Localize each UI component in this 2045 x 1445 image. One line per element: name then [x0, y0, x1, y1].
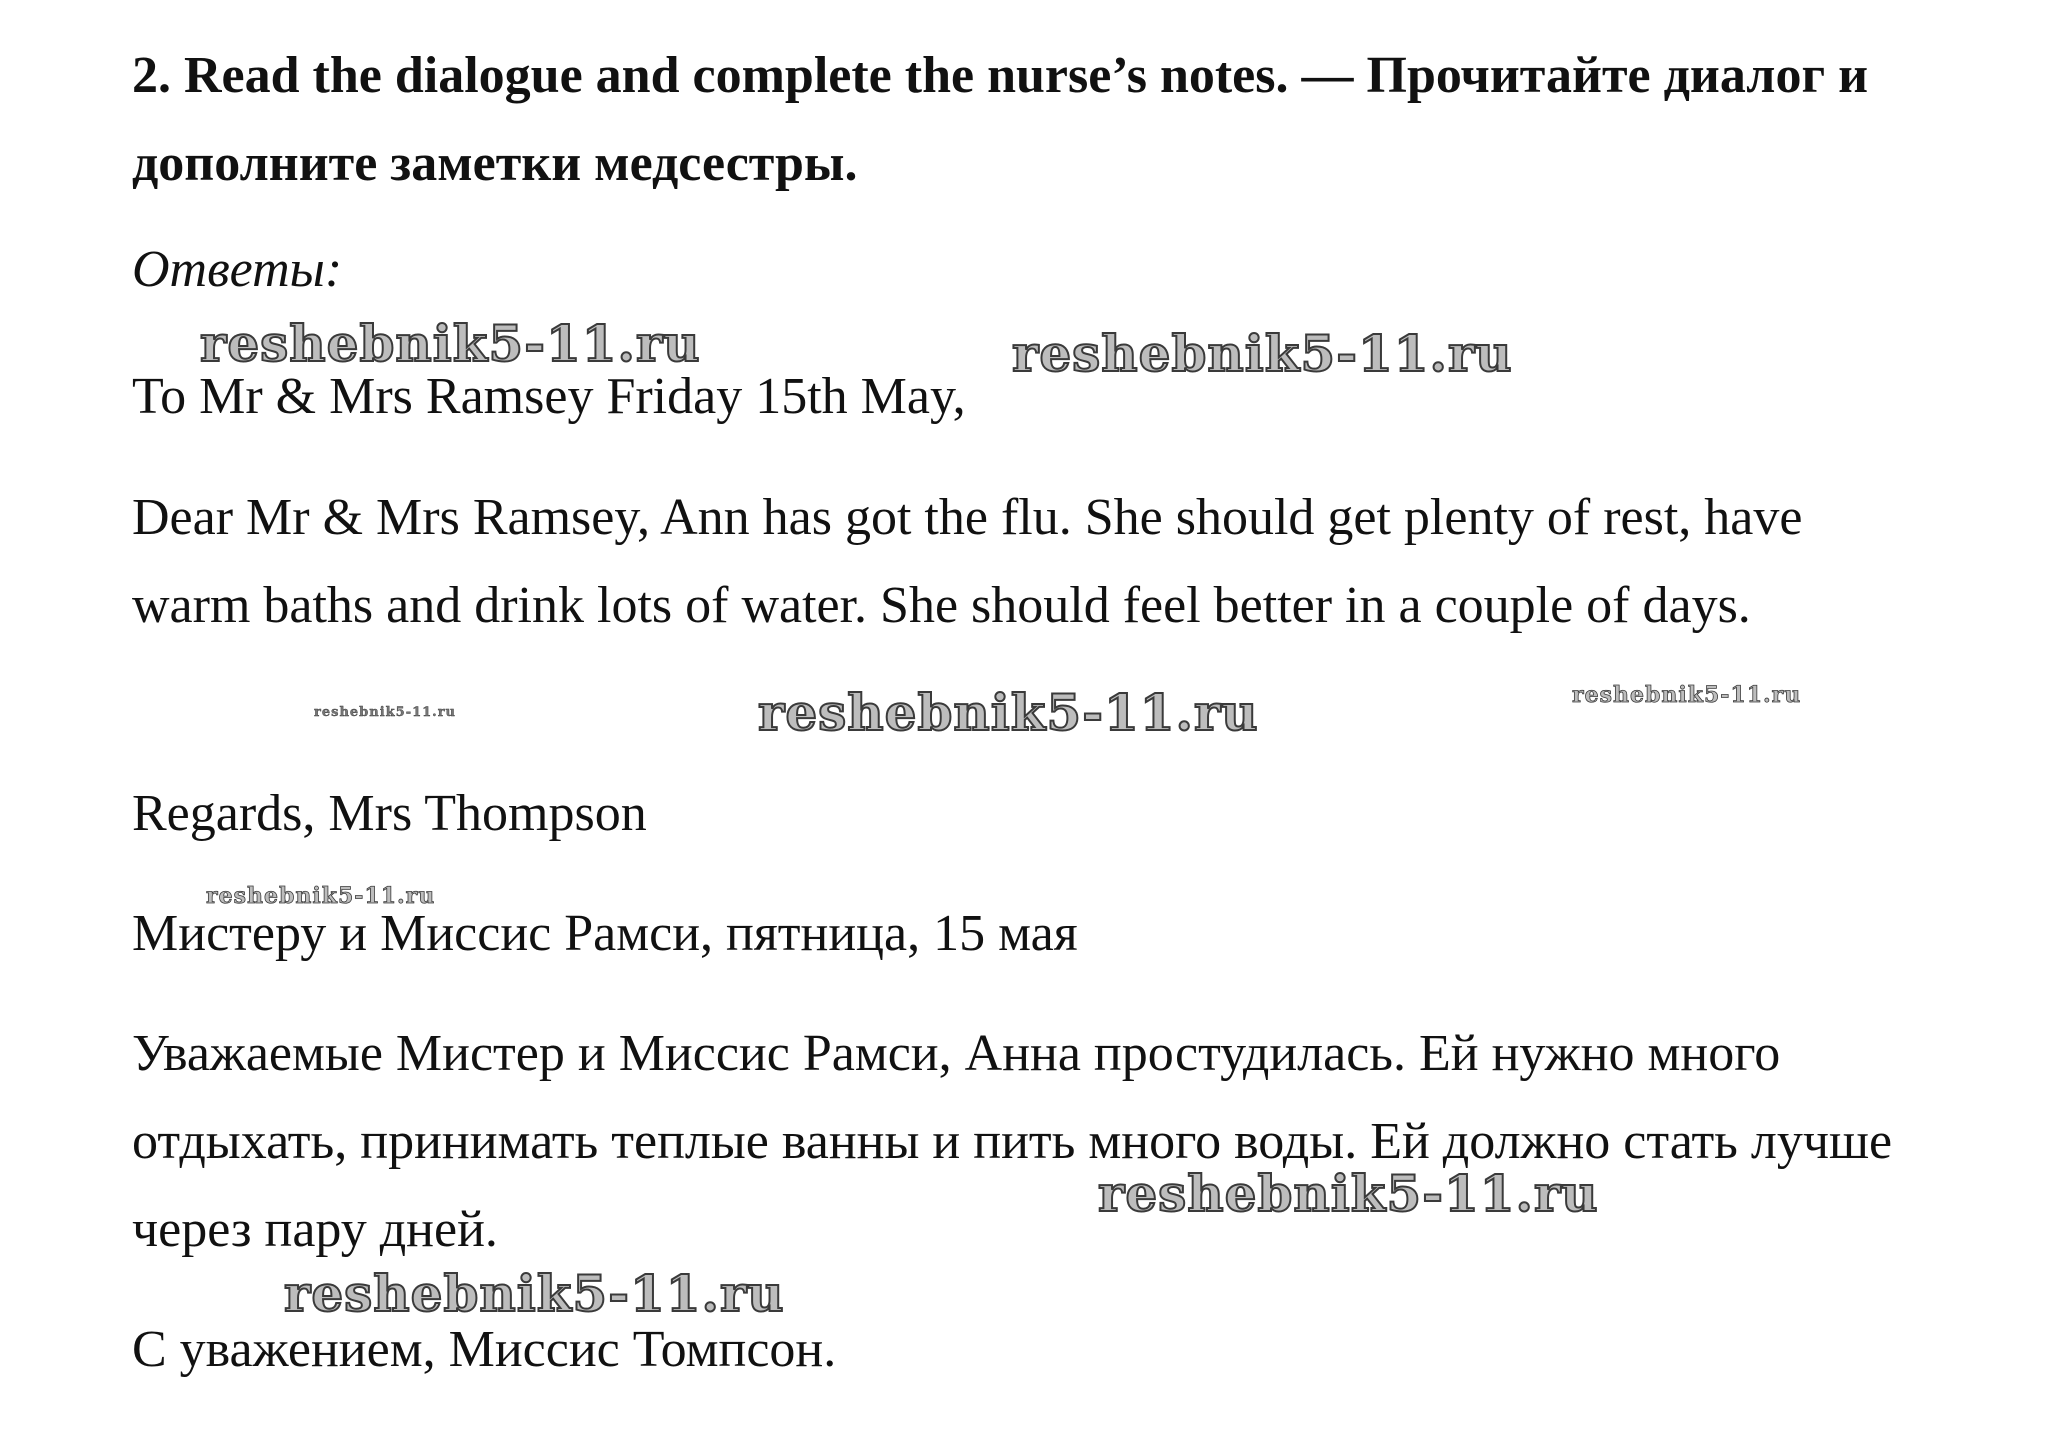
exercise-heading: 2. Read the dialogue and complete the nurse’s notes. — Прочитайте диалог и дополните заметки медсестры.: [132, 47, 1869, 192]
watermark: reshebnik5-11.ru: [314, 705, 457, 720]
russian-addressee-line: Мистеру и Миссис Рамси, пятница, 15 мая: [132, 905, 1078, 962]
english-note-body: Dear Mr & Mrs Ramsey, Ann has got the flu. She should get plenty of rest, have warm baths and drink lots of water. She should feel better in a couple of days.: [132, 489, 1803, 634]
english-signature: Regards, Mrs Thompson: [132, 785, 647, 842]
english-addressee-line: To Mr & Mrs Ramsey Friday 15th May,: [132, 368, 966, 425]
answers-label: Ответы:: [132, 241, 343, 298]
watermark: reshebnik5-11.ru: [1572, 682, 1802, 708]
watermark: reshebnik5-11.ru: [200, 314, 701, 373]
watermark: reshebnik5-11.ru: [1098, 1164, 1599, 1223]
watermark: reshebnik5-11.ru: [1012, 324, 1513, 383]
watermark: reshebnik5-11.ru: [758, 683, 1259, 742]
russian-note-body: Уважаемые Мистер и Миссис Рамси, Анна простудилась. Ей нужно много отдыхать, принимать теплые ванны и пить много воды. Ей должно стать лучше через пару дней.: [132, 1025, 1893, 1258]
watermark: reshebnik5-11.ru: [284, 1264, 785, 1323]
russian-signature: С уважением, Миссис Томпсон.: [132, 1321, 837, 1378]
watermark: reshebnik5-11.ru: [206, 883, 436, 909]
